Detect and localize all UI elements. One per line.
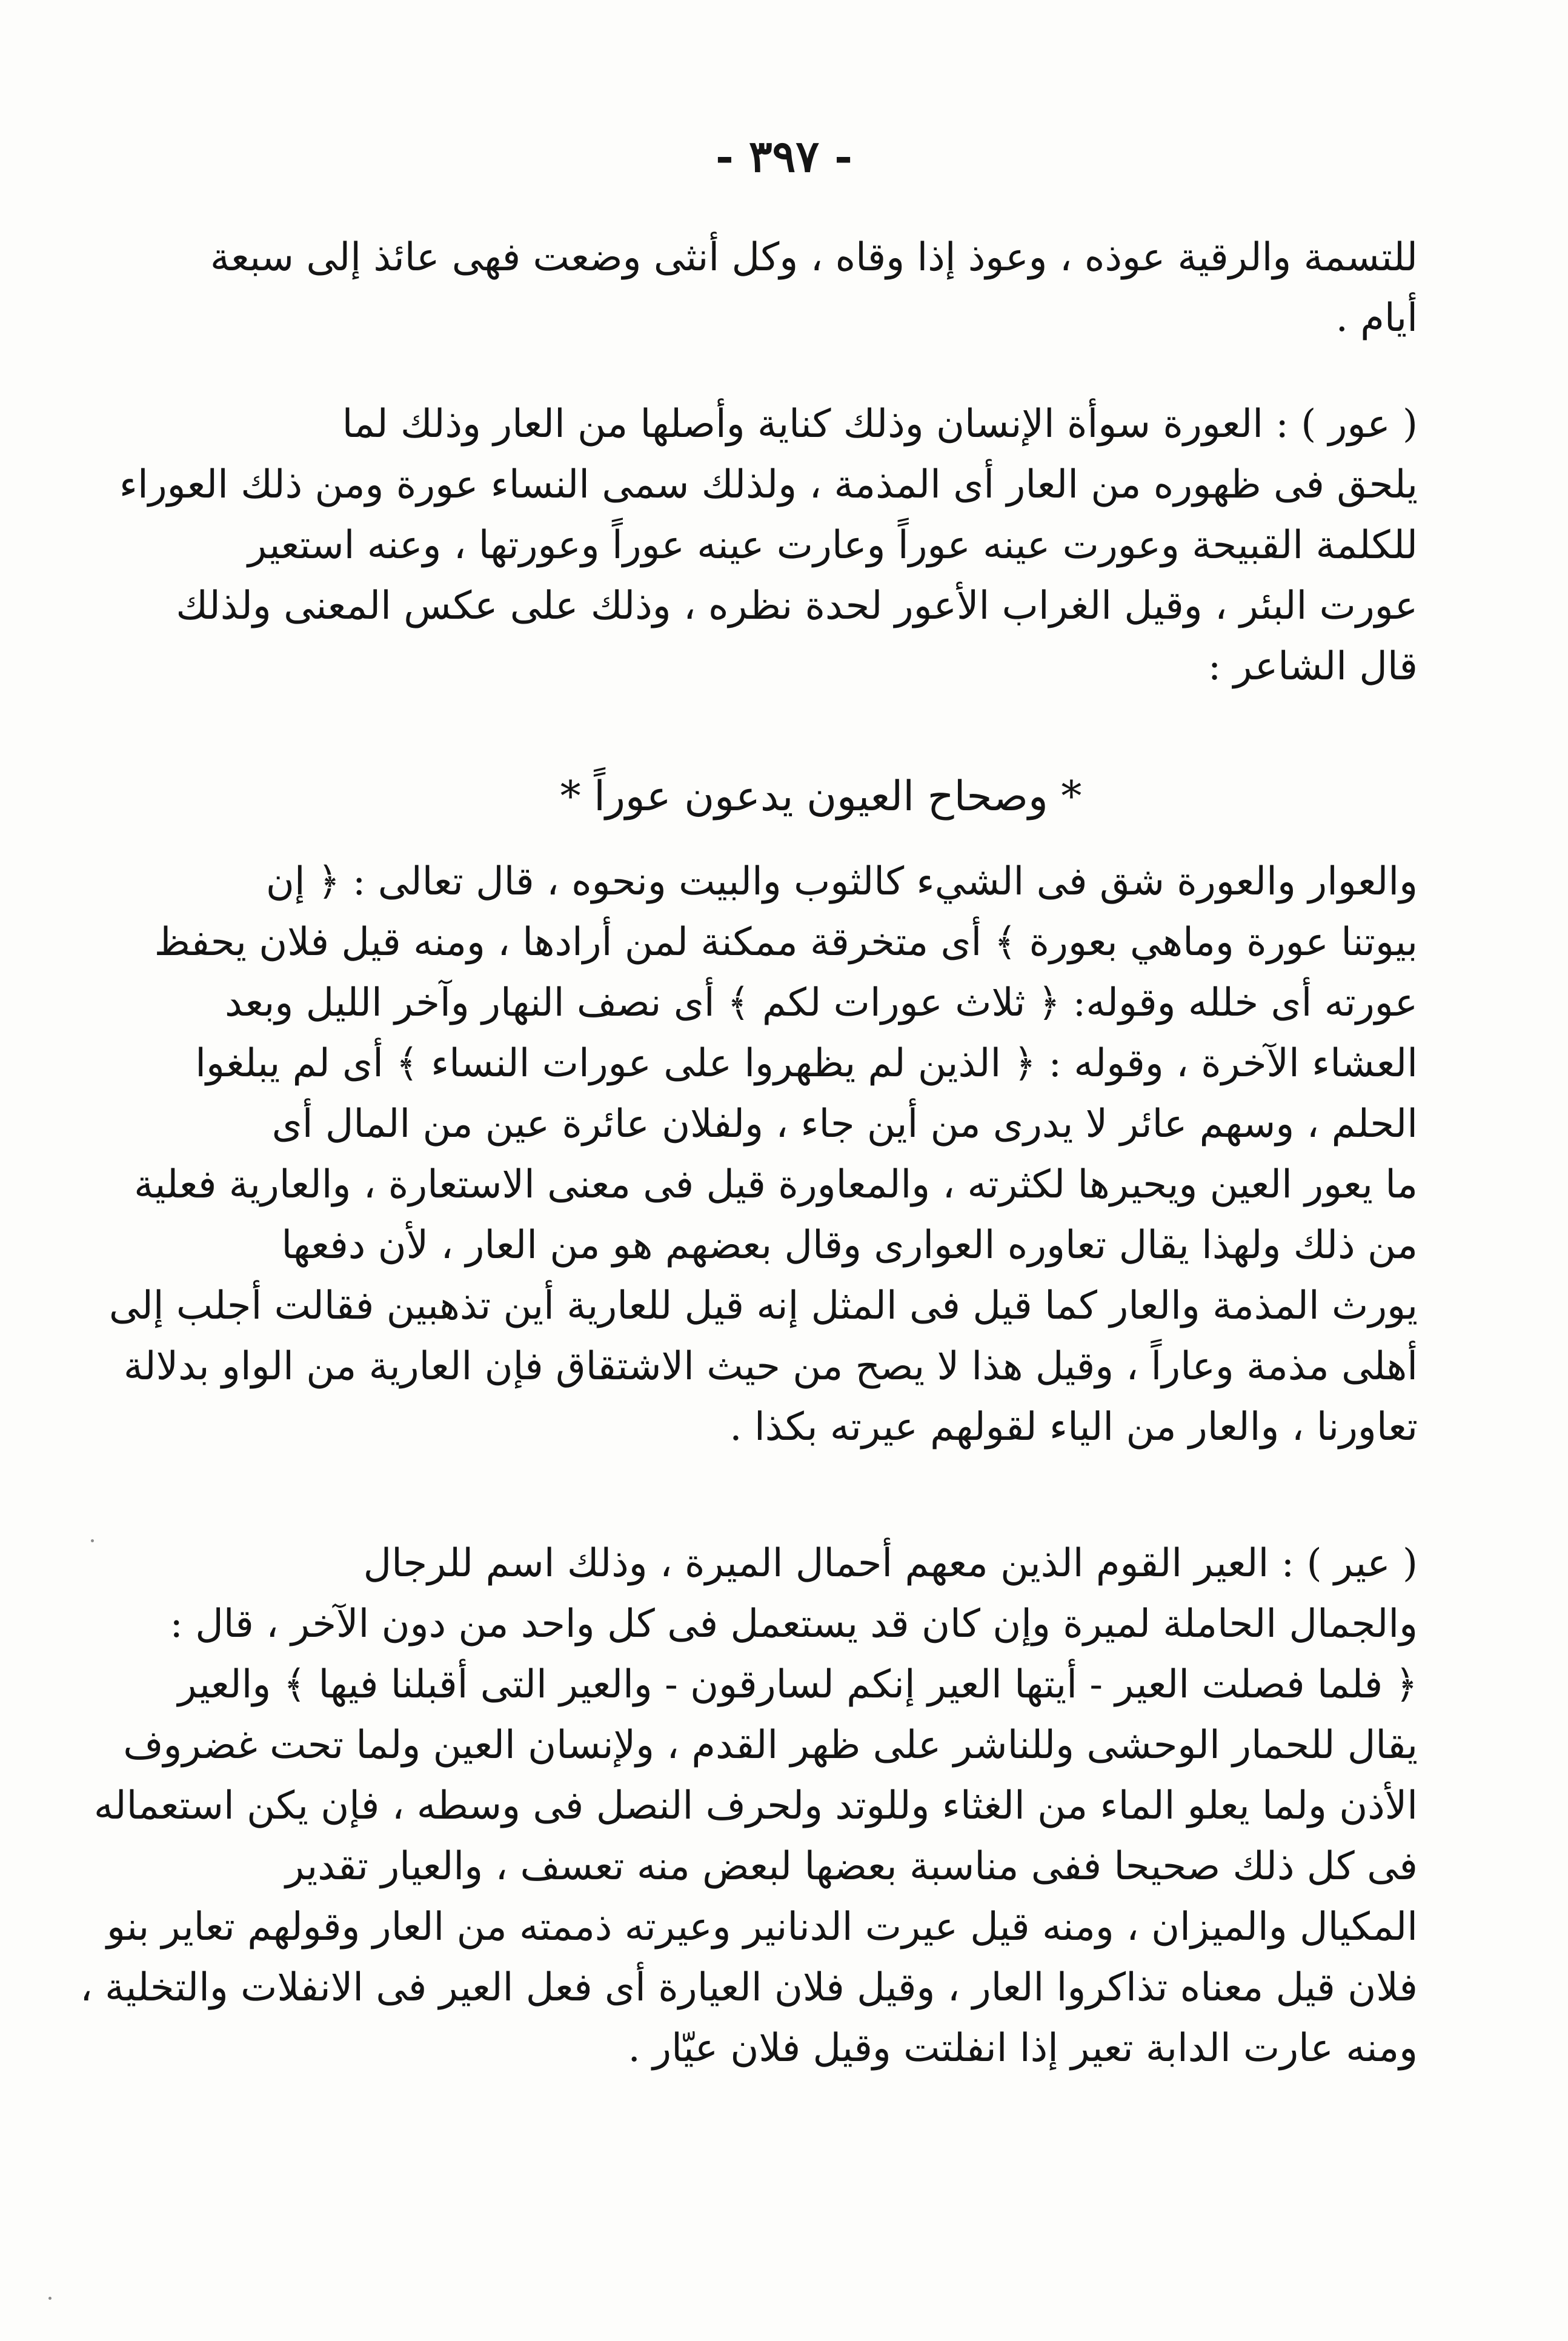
text-line: للكلمة القبيحة وعورت عينه عوراً وعارت عينه عوراً وعورتها ، وعنه استعير — [248, 523, 1418, 568]
text-line: يورث المذمة والعار كما قيل فى المثل إنه قيل للعارية أين تذهبين فقالت أجلب إلى — [108, 1284, 1418, 1328]
text-line: والعوار والعورة شق فى الشيء كالثوب والبيت ونحوه ، قال تعالى : ﴿ إن — [265, 859, 1418, 904]
text-line: فلان قيل معناه تذاكروا العار ، وقيل فلان العيارة أى فعل العير فى الانفلات والتخلية ، — [80, 1965, 1418, 2010]
text-line: من ذلك ولهذا يقال تعاوره العوارى وقال بعضهم هو من العار ، لأن دفعها — [281, 1223, 1418, 1268]
text-line: ومنه عارت الدابة تعير إذا انفلتت وقيل فلان عيّار . — [628, 2026, 1418, 2071]
text-line: العشاء الآخرة ، وقوله : ﴿ الذين لم يظهروا على عورات النساء ﴾ أى لم يبلغوا — [195, 1041, 1418, 1086]
text-line: ما يعور العين ويحيرها لكثرته ، والمعاورة قيل فى معنى الاستعارة ، والعارية فعلية — [134, 1162, 1418, 1207]
text-line: ﴿ فلما فصلت العير - أيتها العير إنكم لسارقون - والعير التى أقبلنا فيها ﴾ والعير — [178, 1662, 1418, 1707]
text-line: ( عور ) : العورة سوأة الإنسان وذلك كناية وأصلها من العار وذلك لما — [342, 402, 1418, 447]
text-line: فى كل ذلك صحيحا ففى مناسبة بعضها لبعض منه تعسف ، والعيار تقدير — [285, 1844, 1418, 1889]
text-line: المكيال والميزان ، ومنه قيل عيرت الدنانير وعيرته ذممته من العار وقولهم تعاير بنو — [107, 1905, 1418, 1950]
text-line: للتسمة والرقية عوذه ، وعوذ إذا وقاه ، وكل أنثى وضعت فهى عائذ إلى سبعة — [210, 235, 1418, 280]
text-line: عورت البئر ، وقيل الغراب الأعور لحدة نظره ، وذلك على عكس المعنى ولذلك — [176, 584, 1418, 628]
paragraph-3 — [108, 851, 1418, 1457]
text-line: أيام . — [1335, 296, 1418, 341]
text-line: الحلم ، وسهم عائر لا يدرى من أين جاء ، ولفلان عائرة عين من المال أى — [271, 1102, 1418, 1147]
text-line: ( عير ) : العير القوم الذين معهم أحمال الميرة ، وذلك اسم للرجال — [363, 1541, 1418, 1586]
text-line: والجمال الحاملة لميرة وإن كان قد يستعمل فى كل واحد من دون الآخر ، قال : — [170, 1602, 1418, 1647]
text-line: الأذن ولما يعلو الماء من الغثاء وللوتد ولحرف النصل فى وسطه ، فإن يكن استعماله — [93, 1783, 1418, 1828]
text-line: يلحق فى ظهوره من العار أى المذمة ، ولذلك سمى النساء عورة ومن ذلك العوراء — [119, 462, 1418, 507]
text-line: بيوتنا عورة وماهي بعورة ﴾ أى متخرقة ممكنة لمن أرادها ، ومنه قيل فلان يحفظ — [154, 920, 1418, 965]
text-line: تعاورنا ، والعار من الياء لقولهم عيرته بكذا . — [729, 1405, 1418, 1450]
scan-speck — [48, 2297, 51, 2300]
scan-speck — [91, 1539, 94, 1542]
page-number: - ٣٩٧ - — [716, 130, 852, 182]
text-line: عورته أى خلله وقوله: ﴿ ثلاث عورات لكم ﴾ أى نصف النهار وآخر الليل وبعد — [225, 981, 1418, 1025]
poetry-verse: * وصحاح العيون يدعون عوراً * — [560, 773, 1082, 821]
paragraph-1 — [210, 227, 1418, 348]
paragraph-4-entry-ayr — [80, 1533, 1418, 2079]
text-line: يقال للحمار الوحشى وللناشر على ظهر القدم ، ولإنسان العين ولما تحت غضروف — [123, 1723, 1418, 1768]
paragraph-2-entry-awr — [119, 394, 1418, 697]
text-line: قال الشاعر : — [1208, 644, 1418, 689]
text-line: أهلى مذمة وعاراً ، وقيل هذا لا يصح من حيث الاشتقاق فإن العارية من الواو بدلالة — [123, 1344, 1418, 1389]
